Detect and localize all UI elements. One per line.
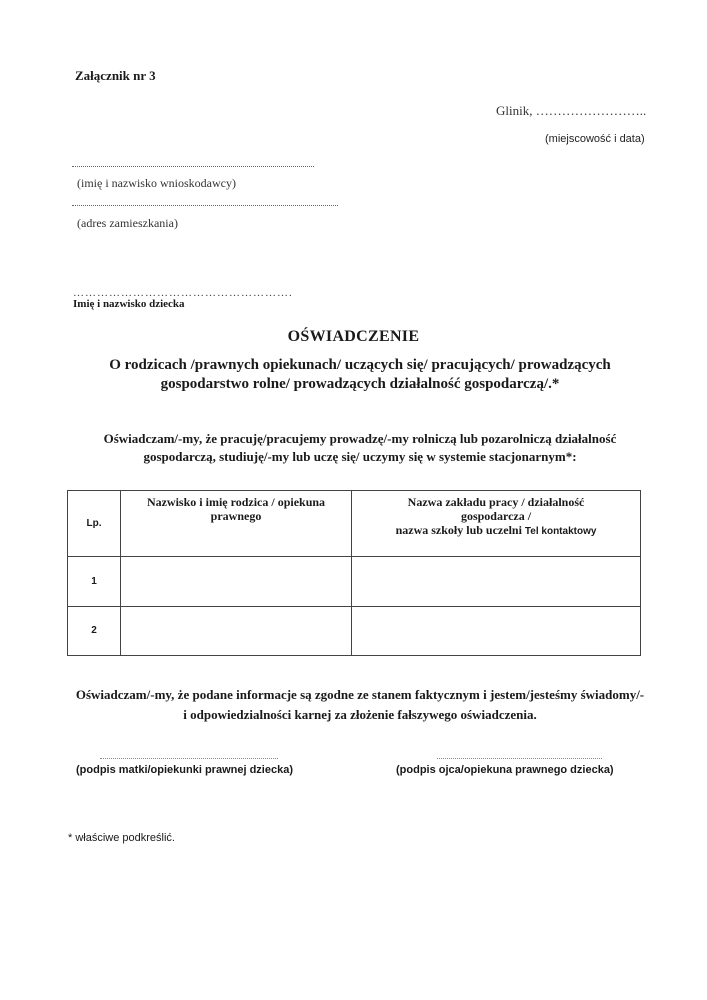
mother-signature-line xyxy=(100,758,278,759)
table-header-row xyxy=(68,491,641,557)
table-row xyxy=(68,606,641,655)
child-name-line: ………………………………………………. xyxy=(73,288,293,298)
workplace-header-line1: Nazwa zakładu pracy / działalność xyxy=(407,495,585,509)
workplace-header-line3 xyxy=(352,523,640,539)
workplace-header-tel: Tel kontaktowy xyxy=(524,526,597,537)
workplace-header-school: nazwa szkoły lub uczelni xyxy=(395,523,522,537)
workplace-header-line2: gospodarcza / xyxy=(460,509,532,523)
parent-name-cell[interactable] xyxy=(121,557,352,606)
address-line xyxy=(72,205,338,206)
workplace-cell[interactable] xyxy=(352,557,641,606)
workplace-cell[interactable] xyxy=(352,606,641,655)
father-signature-caption: (podpis ojca/opiekuna prawnego dziecka) xyxy=(396,764,614,776)
child-name-caption: Imię i nazwisko dziecka xyxy=(73,298,185,310)
attachment-label: Załącznik nr 3 xyxy=(75,68,156,83)
column-header-lp: Lp. xyxy=(68,491,121,557)
footnote: * właściwe podkreślić. xyxy=(68,832,175,844)
applicant-name-caption: (imię i nazwisko wnioskodawcy) xyxy=(77,176,236,190)
row-number: 2 xyxy=(68,606,121,655)
place-date-field: Glinik, …………………….. xyxy=(496,103,647,118)
parent-name-cell[interactable] xyxy=(121,606,352,655)
place-date-caption: (miejscowość i data) xyxy=(545,133,645,145)
father-signature-line xyxy=(437,758,602,759)
parents-table xyxy=(67,490,641,656)
mother-signature-caption: (podpis matki/opiekunki prawnej dziecka) xyxy=(76,764,293,776)
confirmation-statement: Oświadczam/-my, że podane informacje są zgodne ze stanem faktycznym i jestem/jesteśmy świadomy/-i odpowiedzialności karnej za złożenie fałszywego oświadczenia. xyxy=(75,687,645,722)
table-row xyxy=(68,557,641,606)
column-header-workplace xyxy=(352,491,641,557)
address-caption: (adres zamieszkania) xyxy=(77,216,178,230)
declaration-title: OŚWIADCZENIE xyxy=(287,328,420,345)
row-number: 1 xyxy=(68,557,121,606)
declaration-statement: Oświadczam/-my, że pracuję/pracujemy prowadzę/-my rolniczą lub pozarolniczą działalność gospodarczą, studiuję/-my lub uczę się/ uczymy się w systemie stacjonarnym*: xyxy=(103,431,617,464)
column-header-parent-name: Nazwisko i imię rodzica / opiekuna prawnego xyxy=(121,491,352,557)
applicant-name-line xyxy=(72,166,314,167)
declaration-subtitle: O rodzicach /prawnych opiekunach/ uczących się/ pracujących/ prowadzących gospodarstwo rolne/ prowadzących działalność gospodarczą/.* xyxy=(109,357,611,392)
